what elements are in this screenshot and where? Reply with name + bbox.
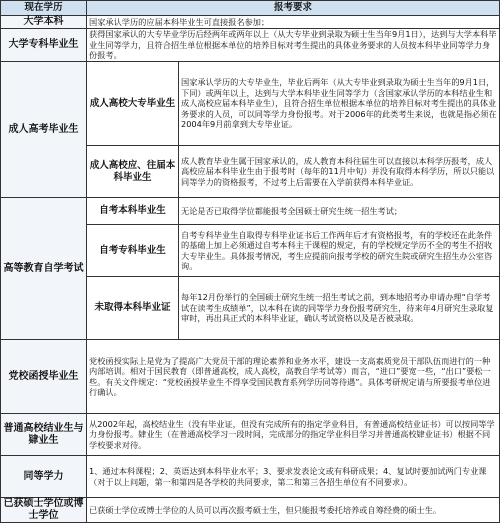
header-requirements: 报考要求 <box>87 1 500 16</box>
category-party-school: 党校函授毕业生 <box>1 340 87 414</box>
category-college: 大学专科毕业生 <box>1 29 87 62</box>
table-row <box>1 498 500 523</box>
requirement-text: 国家承认学历的应届本科毕业生可直接报名参加； <box>87 16 500 29</box>
category-adult-education: 成人高考毕业生 <box>1 62 87 198</box>
category-equivalent: 同等学力 <box>1 456 87 498</box>
subcategory-self-study-bachelor: 自考本科毕业生 <box>87 198 179 225</box>
table-row <box>1 29 500 62</box>
subcategory-no-diploma: 未取得本科毕业证 <box>87 277 179 340</box>
subcategory-adult-college: 成人高校大专毕业生 <box>87 62 179 146</box>
requirement-text: 自考专科毕业生自取得专科毕业证书后工作两年后才有资格报考，有的学校还在此条件的基础上加上必须通过自考本科主干课程的规定，有的学校规定学历不全的考生不招收大专毕业生。具体报考情况，考生应提前向报考学校的研究生院或研究生招生办公室咨询。 <box>179 225 500 277</box>
subcategory-adult-bachelor: 成人高校应、往届本科毕业生 <box>87 146 179 198</box>
table-header-row <box>1 1 500 16</box>
requirement-text: 国家承认学历的大专毕业生，毕业后两年（从大专毕业到录取为硕士生当年的9月1日，下同）或两年以上，达到与大学本科毕业生同等学力（含国家承认学历的本科结业生和成人高校应届本科毕业生），且符合招生单位根据本单位的培养目标对考生提出的具体业务要求的人员，可以同等学力身份报考。对于2006年的此类考生来说，也就是指必须在2004年9月前拿到大专毕业证。 <box>179 62 500 146</box>
table-row <box>1 198 500 225</box>
category-self-study: 高等教育自学考试 <box>1 198 87 340</box>
category-undergraduate: 大学本科 <box>1 16 87 29</box>
table-row <box>1 340 500 414</box>
requirement-text: 从2002年起，高校结业生（没有毕业证，但没有完成所有的指定学业科目，有普通高校结业证书）可以按同等学力身份报考。肄业生（在普通高校学习一段时间，完成部分的指定学业科目学习并普通高校肄业证书）根据不同学校要求对待。 <box>87 414 500 456</box>
requirement-text: 无论是否已取得学位都能报考全国硕士研究生统一招生考试； <box>179 198 500 225</box>
table-row <box>1 414 500 456</box>
table-row <box>1 456 500 498</box>
requirement-text: 1、通过本科课程；2、英语达到本科毕业水平；3、要求发表论文或有科研成果；4、复试时要加试两门专业课（对于以上问题，第一和第四是各学校的共同要求，第二和第三各招生单位有不同要求）。 <box>87 456 500 498</box>
table-row <box>1 16 500 29</box>
header-education: 现在学历 <box>1 1 87 16</box>
requirement-text: 每年12月份举行的全国硕士研究生统一招生考试之前，到本地招考办申请办理“自学考试在读考生成绩单”，以本科在读的同等学力身份报考研究生，待来年4月研究生录取复审时，再出具正式的本科毕业证，确认考试资格以及是否被录取。 <box>179 277 500 340</box>
requirement-text: 党校函授实际上是党为了提高广大党员干部的理论素养和业务水平，建设一支高素质党员干部队伍而进行的一种内部培训。相对于国民教育（即普通高校，成人高校，高教自学考试等）而言，“进口”要宽一些，“出口”要松一些。有关文件规定：“党校函授毕业生不得享受国民教育系列学历同等待遇”。具体考研规定请与所要报考单位进行确认。 <box>87 340 500 414</box>
requirement-text: 成人教育毕业生属于国家承认的，成人教育本科往届生可以直接以本科学历报考，成人高校应届本科毕业生由于报考时（每年的11月中旬）并没有取得本科学历，所以只能以同等学力的资格报考，不过考上后需要在入学前获得本科毕业证。 <box>179 146 500 198</box>
category-non-graduates: 普通高校结业生与肄业生 <box>1 414 87 456</box>
subcategory-self-study-college: 自考专科毕业生 <box>87 225 179 277</box>
requirement-text: 获得国家承认的大专毕业学历后经两年或两年以上（从大专毕业到录取为硕士生当年9月1日），达到与大学本科毕业生同等学力，且符合招生单位根据本单位的培养目标对考生提出的具体业务要求的人员按本科毕业同等学力身份报考。 <box>87 29 500 62</box>
category-degree-holders: 已获硕士学位或博士学位 <box>1 498 87 523</box>
table-row <box>1 62 500 146</box>
requirement-text: 已获硕士学位或博士学位的人员可以再次报考硕士生，但只能报考委托培养或自筹经费的硕士生。 <box>87 498 500 523</box>
